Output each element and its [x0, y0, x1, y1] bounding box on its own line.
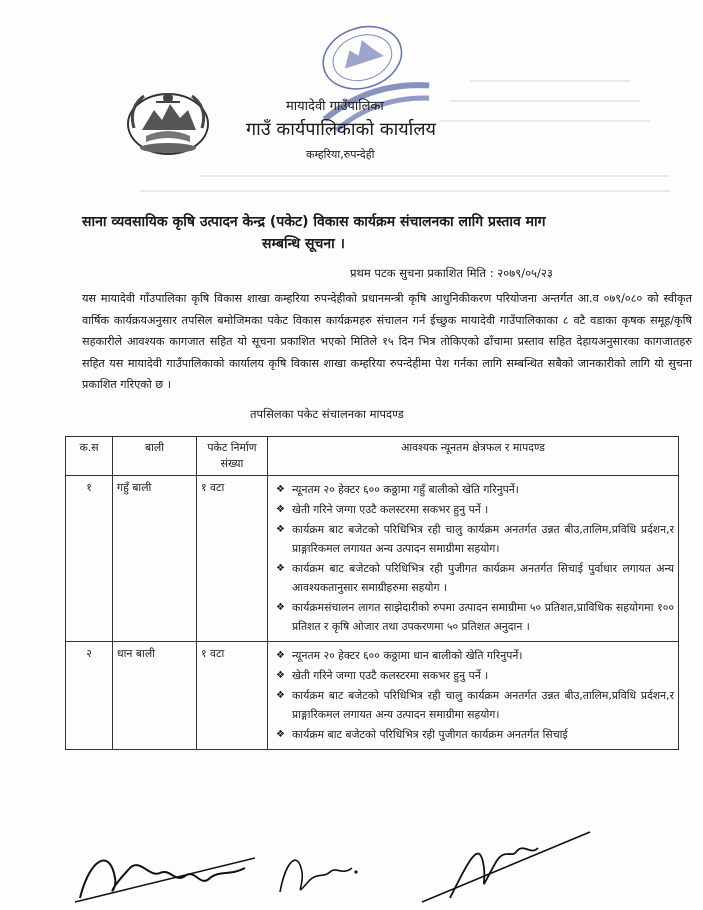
bullet-icon: ❖: [276, 670, 285, 681]
bullet-icon: ❖: [276, 484, 285, 495]
municipality-name: मायादेवी गाउँपालिका: [286, 99, 384, 114]
publication-date: प्रथम पटक सुचना प्रकाशित मिति : २०७९/०५/२३: [350, 266, 553, 280]
criteria-item: ❖ न्यूनतम २० हेक्टर ६०० कठ्ठामा धान बालीको खेति गरिनुपर्ने।: [272, 646, 674, 665]
bleed-through-mark: [440, 120, 650, 122]
criteria-item: ❖ न्यूनतम २० हेक्टर ६०० कठ्ठामा गहुँ बालीको खेति गरिनुपर्ने।: [272, 480, 674, 499]
criteria-item: ❖ कार्यक्रम बाट बजेटको परिधिभित्र रही पुजीगत कार्यक्रम अनतर्गत सिचाई: [272, 725, 674, 744]
nepal-emblem-icon: [120, 88, 216, 158]
row-serial: २: [66, 642, 113, 750]
header-crop: बाली: [113, 437, 197, 476]
header-criteria: आवश्यक न्यूनतम क्षेत्रफल र मापदण्ड: [268, 437, 679, 476]
criteria-table: [65, 436, 679, 750]
notice-body: यस मायादेवी गाँउपालिका कृषि विकास शाखा कम्हरिया रुपन्देहीको प्रधानमन्त्री कृषि आधुनिकीकरण परियोजना अन्तर्गत आ.व ०७९/०८० को स्वीकृत वार्षिक कार्यक्रयअनुसार तपसिल बमोजिमका पकेट विकास कार्यक्रमहरु संचालन गर्न ईच्छुक मायादेवी गाउँपालिकाका ८ वटै वडाका कृषक समूह/कृषि सहकारीले आवश्यक कागजात सहित यो सूचना प्रकाशित भएको मितिले १५ दिन भित्र तोकिएको ढाँचामा प्रस्ताव सहित देहायअनुसारका कागजातहरु सहित यस मायादेवी गाउँपालिकाको कार्यालय कृषि विकास शाखा कम्हरिया रुपन्देहीमा पेश गर्नका लागि सम्बन्धित सबैको जानकारीको लागि यो सुचना प्रकाशित गरिएको छ ।: [82, 292, 692, 391]
bullet-icon: ❖: [276, 690, 285, 701]
bullet-icon: ❖: [276, 504, 285, 515]
bleed-through-mark: [200, 175, 670, 177]
bullet-icon: ❖: [276, 602, 285, 613]
criteria-item: ❖ कार्यक्रम बाट बजेटको परिधिभित्र रही चालु कार्यक्रम अनतर्गत उन्नत बीउ,तालिम,प्रविधि प्रर्दशन,र प्राङ्गारिकमल लगायत अन्य उत्पादन समाग्रीमा सहयोग।: [272, 520, 674, 558]
bullet-icon: ❖: [276, 729, 285, 740]
bullet-icon: ❖: [276, 524, 285, 535]
bleed-through-mark: [470, 80, 630, 82]
row-criteria: [268, 642, 679, 750]
row-serial: १: [66, 476, 113, 642]
notice-title-continued: सम्बन्धि सूचना ।: [262, 236, 345, 252]
table-caption: तपसिलका पकेट संचालनका मापदण्ड: [250, 407, 404, 421]
table-header-row: [66, 437, 679, 476]
bullet-icon: ❖: [276, 650, 285, 661]
bullet-icon: ❖: [276, 563, 285, 574]
row-crop: गहुँ बाली: [113, 476, 197, 642]
office-seal-stamp: [292, 12, 442, 132]
signature-1: [70, 838, 260, 908]
office-name: गाउँ कार्यपालिकाको कार्यालय: [246, 119, 436, 140]
criteria-item: ❖ खेती गरिने जग्गा एउटै कलस्टरमा सकभर हुनु पर्ने ।: [272, 500, 674, 519]
signature-2: [272, 842, 362, 904]
signature-3: [420, 828, 600, 906]
row-criteria: [268, 476, 679, 642]
bleed-through-mark: [140, 190, 670, 192]
header-pocket-count: पकेट निर्माण संख्या: [197, 437, 268, 476]
row-pocket-count: १ वटा: [197, 476, 268, 642]
criteria-item: ❖ खेती गरिने जग्गा एउटै कलस्टरमा सकभर हुनु पर्ने ।: [272, 666, 674, 685]
table-row: [66, 642, 679, 750]
header-serial: क.स: [66, 437, 113, 476]
notice-title: साना व्यवसायिक कृषि उत्पादन केन्द्र (पकेट) विकास कार्यक्रम संचालनका लागि प्रस्ताव माग: [82, 214, 546, 230]
office-location: कम्हरिया,रुपन्देही: [306, 148, 375, 161]
row-crop: धान बाली: [113, 642, 197, 750]
criteria-item: ❖ कार्यक्रमसंचालन लागत साझेदारीको रुपमा उत्पादन समाग्रीमा ५० प्रतिशत,प्राविधिक सहयोगमा १०० प्रतिशत र कृषि ओजार तथा उपकरणमा ५० प्रतिशत अनुदान ।: [272, 598, 674, 636]
criteria-item: ❖ कार्यक्रम बाट बजेटको परिधिभित्र रही चालु कार्यक्रम अनतर्गत उन्नत बीउ,तालिम,प्रविधि प्रर्दशन,र प्राङ्गारिकमल लगायत अन्य उत्पादन समाग्रीमा सहयोग।: [272, 686, 674, 724]
criteria-item: ❖ कार्यक्रम बाट बजेटको परिधिभित्र रही पुजीगत कार्यक्रम अनतर्गत सिचाई पुर्वाधार लगायत अन्य आवश्यकतानुसार समाग्रीहरुमा सहयोग ।: [272, 559, 674, 597]
bleed-through-mark: [450, 100, 640, 102]
row-pocket-count: १ वटा: [197, 642, 268, 750]
table-row: [66, 476, 679, 642]
